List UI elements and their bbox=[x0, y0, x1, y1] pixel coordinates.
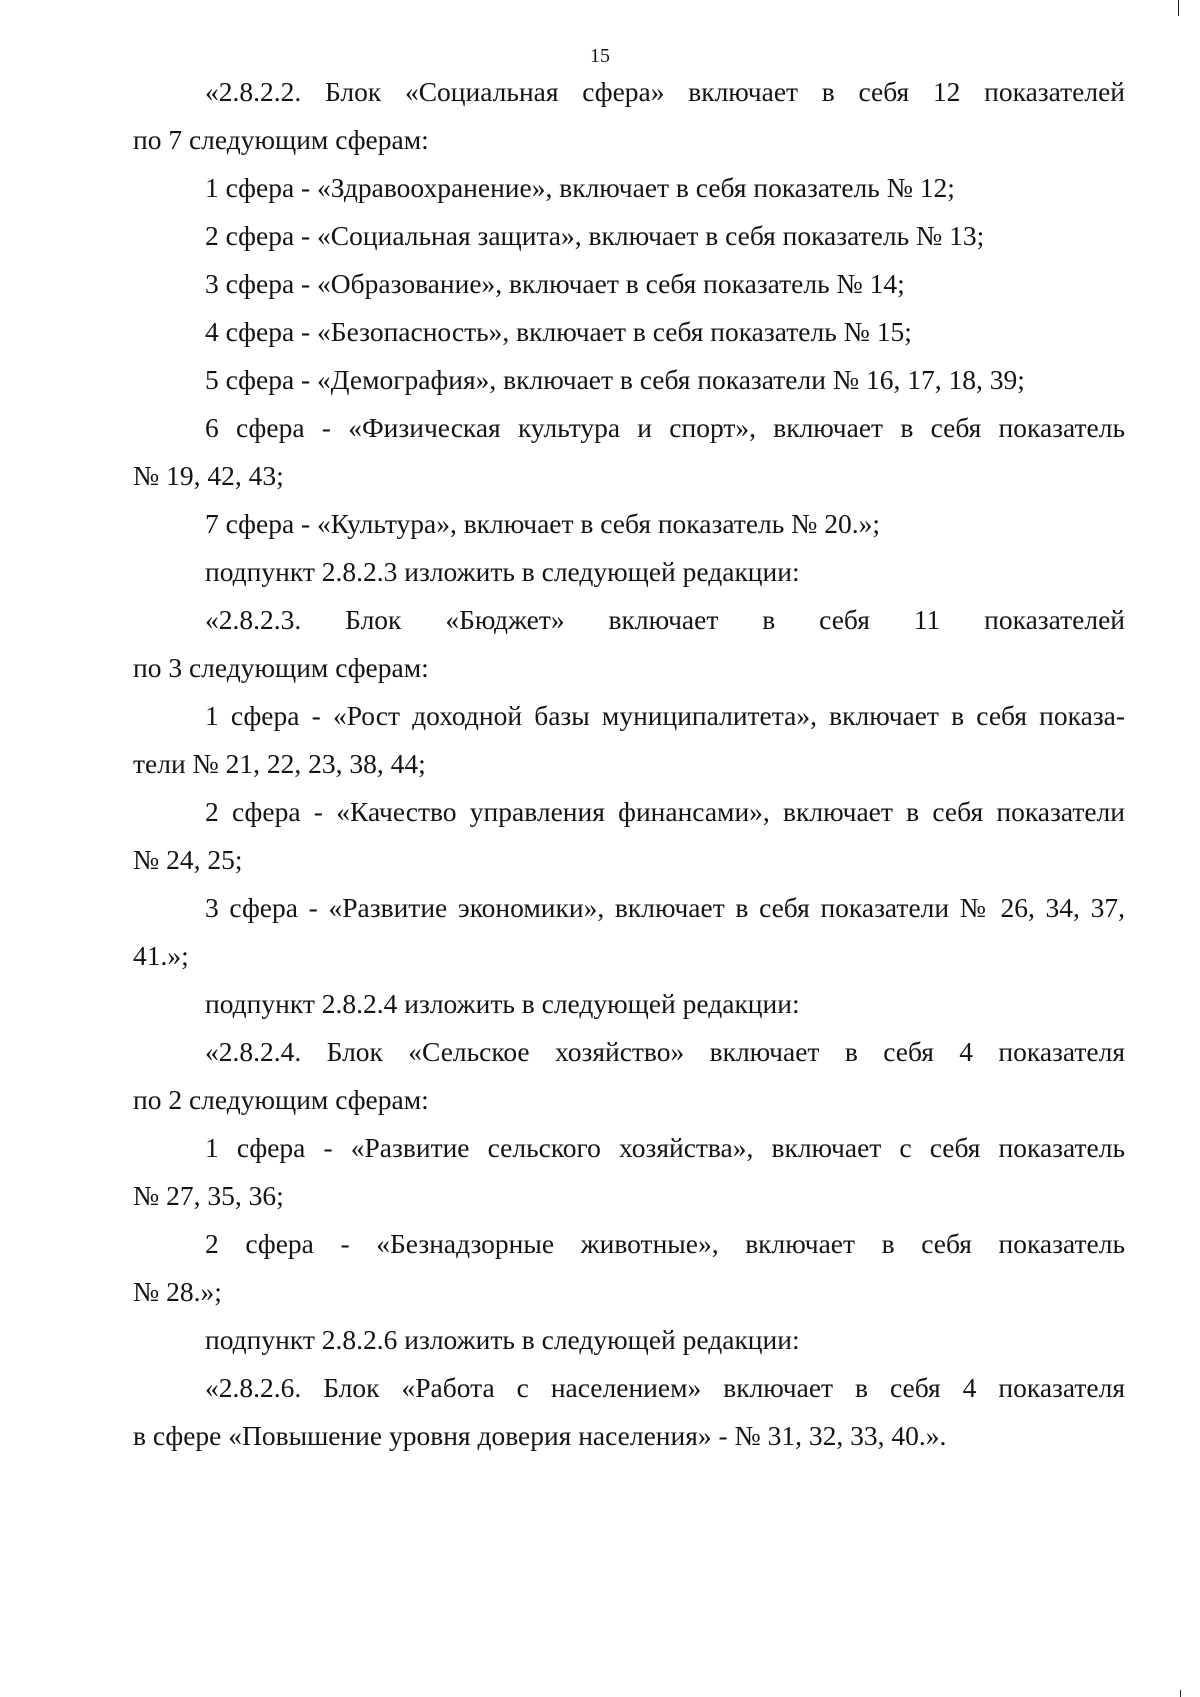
sphere-item bbox=[133, 884, 1125, 980]
paragraph-line: 1 сфера - «Рост доходной базы муниципалитета», включает в себя показа- bbox=[205, 700, 1125, 731]
sphere-item: 3 сфера - «Образование», включает в себя показатель № 14; bbox=[205, 268, 905, 299]
paragraph-line: «2.8.2.4. Блок «Сельское хозяйство» включает в себя 4 показателя bbox=[205, 1036, 1125, 1067]
paragraph-line: № 19, 42, 43; bbox=[133, 460, 284, 491]
paragraph-line: по 7 следующим сферам: bbox=[133, 124, 429, 155]
paragraph-2-8-2-4 bbox=[133, 1028, 1125, 1124]
paragraph-line: 1 сфера - «Развитие сельского хозяйства», включает с себя показатель bbox=[205, 1132, 1125, 1163]
paragraph-2-8-2-6 bbox=[133, 1364, 1125, 1460]
page-number: 15 bbox=[590, 45, 610, 67]
paragraph-line: «2.8.2.2. Блок «Социальная сфера» включает в себя 12 показателей bbox=[205, 76, 1125, 107]
paragraph-line: 2 сфера - «Качество управления финансами», включает в себя показатели bbox=[205, 796, 1125, 827]
scan-edge-mark bbox=[1178, 0, 1179, 16]
amendment-instruction: подпункт 2.8.2.4 изложить в следующей редакции: bbox=[205, 988, 800, 1019]
paragraph-line: 3 сфера - «Развитие экономики», включает в себя показатели № 26, 34, 37, bbox=[205, 892, 1125, 923]
paragraph-line: «2.8.2.6. Блок «Работа с населением» включает в себя 4 показателя bbox=[205, 1372, 1125, 1403]
scan-edge-mark bbox=[1180, 1690, 1181, 1697]
paragraph-line: 6 сфера - «Физическая культура и спорт», включает в себя показатель bbox=[205, 412, 1125, 443]
paragraph-2-8-2-2 bbox=[133, 68, 1125, 164]
sphere-item bbox=[133, 404, 1125, 500]
paragraph-line: № 28.»; bbox=[133, 1276, 222, 1307]
paragraph-line: по 3 следующим сферам: bbox=[133, 652, 429, 683]
sphere-item bbox=[133, 1124, 1125, 1220]
sphere-item bbox=[133, 692, 1125, 788]
sphere-item: 4 сфера - «Безопасность», включает в себя показатель № 15; bbox=[205, 316, 912, 347]
paragraph-line: 41.»; bbox=[133, 940, 189, 971]
sphere-item: 2 сфера - «Социальная защита», включает в себя показатель № 13; bbox=[205, 220, 985, 251]
paragraph-line: тели № 21, 22, 23, 38, 44; bbox=[133, 748, 426, 779]
paragraph-line: по 2 следующим сферам: bbox=[133, 1084, 429, 1115]
paragraph-line: № 24, 25; bbox=[133, 844, 243, 875]
paragraph-line: «2.8.2.3. Блок «Бюджет» включает в себя 11 показателей bbox=[205, 604, 1125, 635]
sphere-item: 7 сфера - «Культура», включает в себя показатель № 20.»; bbox=[205, 508, 881, 539]
amendment-instruction: подпункт 2.8.2.3 изложить в следующей редакции: bbox=[205, 556, 800, 587]
sphere-item bbox=[133, 1220, 1125, 1316]
paragraph-line: 2 сфера - «Безнадзорные животные», включает в себя показатель bbox=[205, 1228, 1125, 1259]
sphere-item: 1 сфера - «Здравоохранение», включает в себя показатель № 12; bbox=[205, 172, 955, 203]
amendment-instruction: подпункт 2.8.2.6 изложить в следующей редакции: bbox=[205, 1324, 800, 1355]
paragraph-line: в сфере «Повышение уровня доверия населения» - № 31, 32, 33, 40.». bbox=[133, 1420, 947, 1451]
sphere-item: 5 сфера - «Демография», включает в себя показатели № 16, 17, 18, 39; bbox=[205, 364, 1025, 395]
paragraph-2-8-2-3 bbox=[133, 596, 1125, 692]
paragraph-line: № 27, 35, 36; bbox=[133, 1180, 284, 1211]
sphere-item bbox=[133, 788, 1125, 884]
document-body bbox=[133, 68, 1125, 1460]
